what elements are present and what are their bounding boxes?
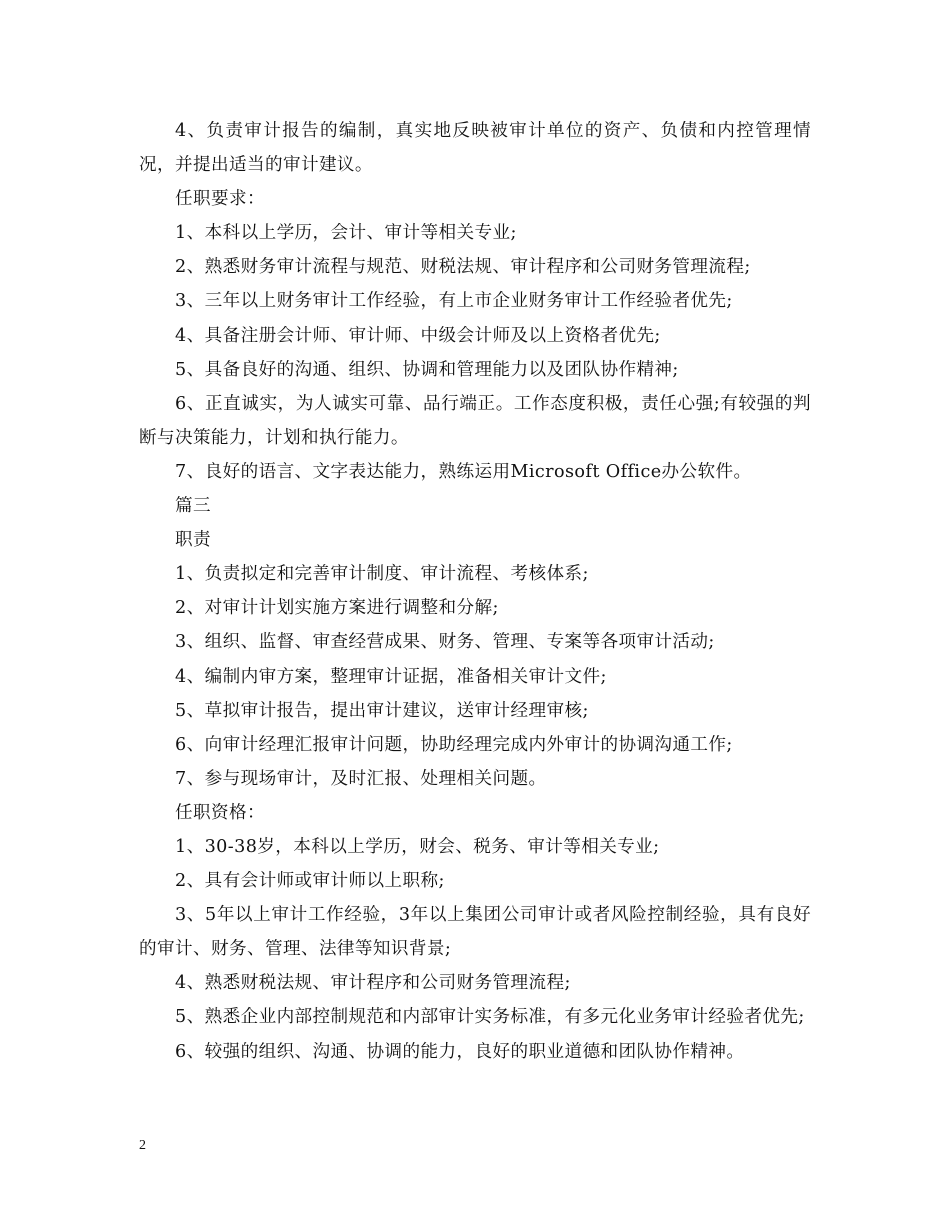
list-item: 2、熟悉财务审计流程与规范、财税法规、审计程序和公司财务管理流程; <box>175 257 751 278</box>
list-item: 4、具备注册会计师、审计师、中级会计师及以上资格者优先; <box>175 325 661 346</box>
list-item: 1、本科以上学历，会计、审计等相关专业; <box>175 223 517 244</box>
list-item: 6、向审计经理汇报审计问题，协助经理完成内外审计的协调沟通工作; <box>175 734 733 755</box>
document-body <box>139 114 811 1069</box>
list-item: 4、熟悉财税法规、审计程序和公司财务管理流程; <box>175 973 571 994</box>
list-item: 6、正直诚实，为人诚实可靠、品行端正。工作态度积极，责任心强;有较强的判断与决策能力，计划和执行能力。 <box>139 393 811 448</box>
list-item: 5、熟悉企业内部控制规范和内部审计实务标准，有多元化业务审计经验者优先; <box>175 1007 805 1028</box>
paragraph: 4、负责审计报告的编制，真实地反映被审计单位的资产、负债和内控管理情况，并提出适当的审计建议。 <box>139 121 811 176</box>
list-item: 3、5年以上审计工作经验，3年以上集团公司审计或者风险控制经验，具有良好的审计、财务、管理、法律等知识背景; <box>139 905 811 960</box>
list-item: 3、三年以上财务审计工作经验，有上市企业财务审计工作经验者优先; <box>175 291 733 312</box>
list-item: 5、具备良好的沟通、组织、协调和管理能力以及团队协作精神; <box>175 359 679 380</box>
list-item: 2、对审计计划实施方案进行调整和分解; <box>175 598 499 619</box>
list-item: 7、良好的语言、文字表达能力，熟练运用Microsoft Office办公软件。 <box>175 461 752 482</box>
section-heading: 任职要求： <box>175 189 265 210</box>
list-item: 1、30-38岁，本科以上学历，财会、税务、审计等相关专业; <box>175 836 660 857</box>
list-item: 1、负责拟定和完善审计制度、审计流程、考核体系; <box>175 564 589 585</box>
list-item: 6、较强的组织、沟通、协调的能力，良好的职业道德和团队协作精神。 <box>175 1041 745 1062</box>
section-heading: 职责 <box>175 530 211 551</box>
page-number: 2 <box>139 1138 146 1153</box>
list-item: 2、具有会计师或审计师以上职称; <box>175 871 445 892</box>
list-item: 5、草拟审计报告，提出审计建议，送审计经理审核; <box>175 700 589 721</box>
list-item: 3、组织、监督、审查经营成果、财务、管理、专案等各项审计活动; <box>175 632 715 653</box>
list-item: 4、编制内审方案，整理审计证据，准备相关审计文件; <box>175 666 607 687</box>
list-item: 7、参与现场审计，及时汇报、处理相关问题。 <box>175 768 547 789</box>
section-heading: 篇三 <box>175 496 211 517</box>
section-heading: 任职资格： <box>175 802 265 823</box>
